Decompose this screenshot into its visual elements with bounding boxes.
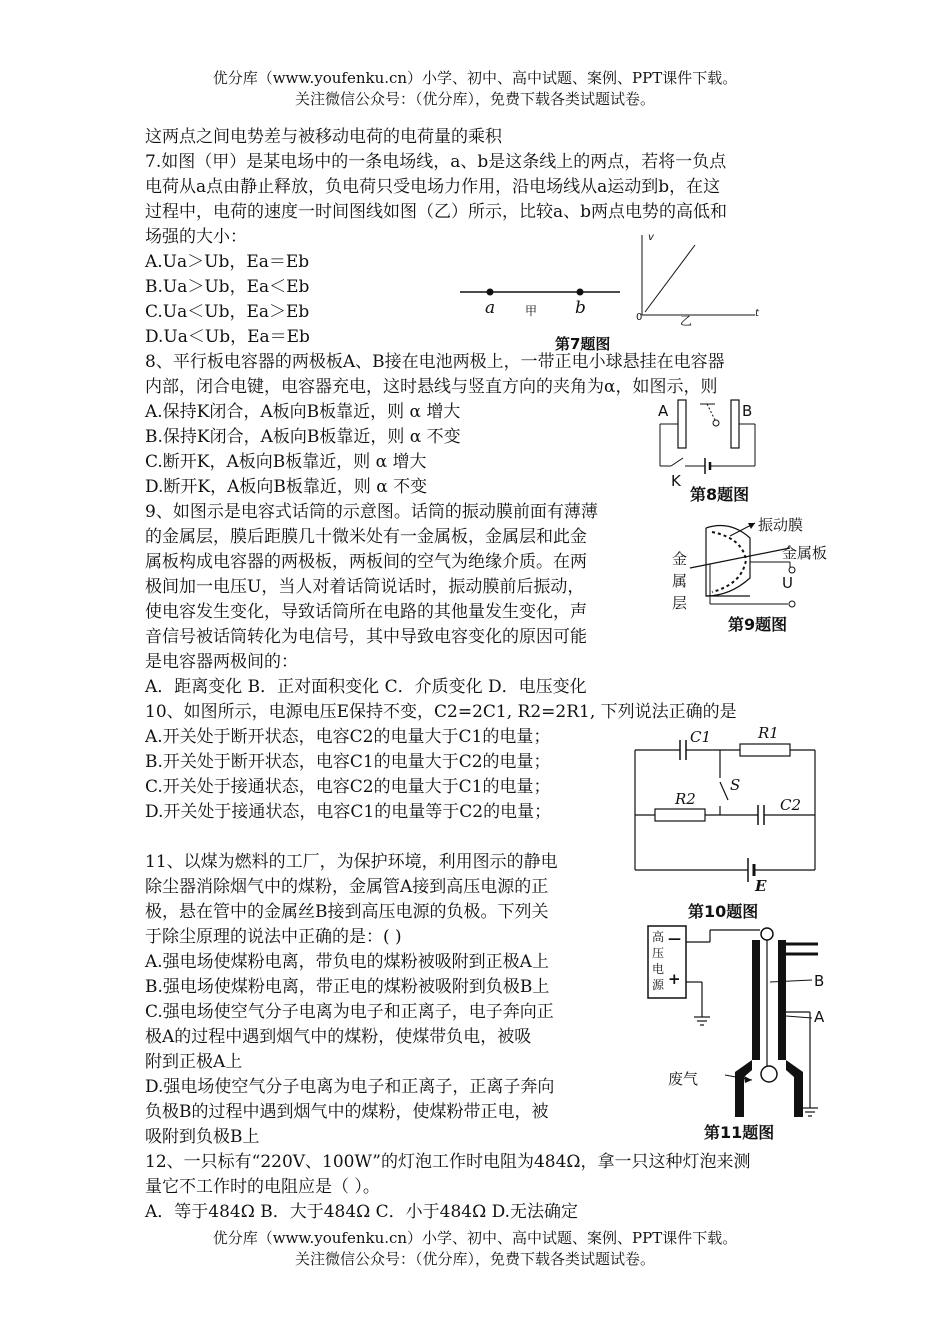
option-line: B.保持K闭合，A板向B板靠近，则 α 不变: [145, 427, 461, 447]
fig7-label-t: t: [755, 308, 759, 319]
fig11-label-src-1: 高: [652, 930, 665, 944]
text-line: 场强的大小：: [145, 227, 247, 247]
fig7-label-b: b: [575, 298, 586, 318]
fig9-label-layer-3: 层: [672, 594, 688, 612]
figure-10-caption: 第10题图: [688, 902, 759, 921]
fig8-label-a: A: [658, 402, 669, 420]
question-7-line: 7.如图（甲）是某电场中的一条电场线，a、b是这条线上的两点，若将一负点: [145, 152, 727, 172]
option-line: A.强电场使煤粉电离，带负电的煤粉被吸附到正极A上: [145, 952, 549, 972]
text-line: 的金属层，膜后距膜几十微米处有一金属板，金属层和此金: [145, 527, 587, 547]
option-line: A.开关处于断开状态，电容C2的电量大于C1的电量；: [145, 727, 551, 747]
fig7-label-a: a: [485, 298, 496, 318]
fig9-label-u: U: [782, 574, 793, 592]
option-line: A.Ua＞Ub，Ea＝Eb: [145, 252, 310, 272]
text-line: 附到正极A上: [145, 1052, 243, 1072]
option-line: D.断开K，A板向B板靠近，则 α 不变: [145, 477, 428, 497]
text-line: 电荷从a点由静止释放，负电荷只受电场力作用，沿电场线从a运动到b，在这: [145, 177, 721, 197]
option-line: B.开关处于断开状态，电容C1的电量大于C2的电量；: [145, 752, 551, 772]
option-line: B.强电场使煤粉电离，带正电的煤粉被吸附到负极B上: [145, 977, 550, 997]
text-line: 吸附到负极B上: [145, 1127, 260, 1147]
option-line: A.保持K闭合，A板向B板靠近，则 α 增大: [145, 402, 461, 422]
fig7-label-jia: 甲: [525, 304, 538, 318]
fig8-label-k: K: [671, 472, 681, 490]
text-line: 极间加一电压U，当人对着话筒说话时，振动膜前后振动，: [145, 577, 585, 597]
option-line: C.强电场使空气分子电离为电子和正离子，电子奔向正: [145, 1002, 554, 1022]
fig9-label-membrane: 振动膜: [758, 516, 804, 534]
fig11-label-plus: +: [668, 970, 681, 988]
option-line: C.断开K，A板向B板靠近，则 α 增大: [145, 452, 427, 472]
text-line: 是电容器两极间的：: [145, 652, 298, 672]
footer-line-2: 关注微信公众号：（优分库），免费下载各类试题试卷。: [294, 1250, 655, 1268]
fig10-label-s: S: [730, 776, 741, 794]
figure-7-caption: 第7题图: [555, 335, 611, 353]
fig10-label-r1: R1: [758, 724, 779, 742]
option-line: A．等于484Ω B．大于484Ω C．小于484Ω D.无法确定: [145, 1202, 579, 1222]
option-line: C.Ua＜Ub，Ea＞Eb: [145, 302, 310, 322]
header-line-2: 关注微信公众号：（优分库），免费下载各类试题试卷。: [294, 90, 655, 108]
text-line: 量它不工作时的电阻应是（ ）。: [145, 1177, 380, 1197]
fig10-label-c2: C2: [780, 796, 802, 814]
text-line: 音信号被话筒转化为电信号，其中导致电容变化的原因可能: [145, 627, 587, 647]
fig10-label-e: E: [755, 877, 767, 895]
option-line: B.Ua＞Ub，Ea＜Eb: [145, 277, 310, 297]
fig11-label-src-4: 源: [652, 978, 665, 992]
figure-8-caption: 第8题图: [690, 485, 750, 504]
fig11-label-minus: —: [668, 932, 681, 947]
text-line: 极A的过程中遇到烟气中的煤粉，使煤带负电，被吸: [145, 1027, 532, 1047]
question-11-line: 11、以煤为燃料的工厂，为保护环境，利用图示的静电: [145, 852, 558, 872]
fig9-label-layer-2: 属: [672, 572, 688, 590]
fig11-label-b: B: [814, 972, 825, 990]
fig8-label-b: B: [742, 402, 753, 420]
option-line: A．距离变化 B．正对面积变化 C．介质变化 D．电压变化: [145, 677, 587, 697]
text-line: 负极B的过程中遇到烟气中的煤粉，使煤粉带正电，被: [145, 1102, 549, 1122]
option-line: D.强电场使空气分子电离为电子和正离子，正离子奔向: [145, 1077, 555, 1097]
option-line: C.开关处于接通状态，电容C2的电量大于C1的电量；: [145, 777, 551, 797]
option-line: D.开关处于接通状态，电容C1的电量等于C2的电量；: [145, 802, 552, 822]
figure-9-caption: 第9题图: [728, 615, 788, 634]
footer-line-1: 优分库（www.youfenku.cn）小学、初中、高中试题、案例、PPT课件下载。: [212, 1229, 738, 1247]
figure-11-caption: 第11题图: [704, 1123, 775, 1142]
question-10-line: 10、如图所示，电源电压E保持不变，C2=2C1, R2=2R1, 下列说法正确的是: [145, 702, 737, 722]
fig9-label-layer-1: 金: [672, 550, 688, 568]
fig11-label-gas: 废气: [668, 1070, 699, 1088]
question-8-line: 8、平行板电容器的两极板A、B接在电池两极上，一带正电小球悬挂在电容器: [145, 352, 725, 372]
question-12-line: 12、一只标有“220V、100W”的灯泡工作时电阻为484Ω，拿一只这种灯泡来测: [145, 1152, 751, 1172]
text-line: 过程中，电荷的速度一时间图线如图（乙）所示，比较a、b两点电势的高低和: [145, 202, 728, 222]
fig11-label-a: A: [814, 1008, 825, 1026]
fig10-label-c1: C1: [690, 728, 712, 746]
fig7-label-yi: 乙: [680, 314, 693, 328]
figure-11-diagram: [640, 922, 830, 1122]
text-line: 使电容发生变化，导致话筒所在电路的其他量发生变化，声: [145, 602, 587, 622]
fig11-label-src-3: 电: [652, 962, 665, 976]
fig11-label-src-2: 压: [652, 946, 665, 960]
text-line: 这两点之间电势差与被移动电荷的电荷量的乘积: [145, 127, 502, 147]
fig7-label-v: v: [648, 232, 654, 243]
question-9-line: 9、如图示是电容式话筒的示意图。话筒的振动膜前面有薄薄: [145, 502, 598, 522]
text-line: 内部，闭合电键，电容器充电，这时悬线与竖直方向的夹角为α，如图示，则: [145, 377, 718, 397]
fig10-label-r2: R2: [675, 790, 696, 808]
text-line: 于除尘原理的说法中正确的是：( ): [145, 927, 402, 947]
header-line-1: 优分库（www.youfenku.cn）小学、初中、高中试题、案例、PPT课件下载。: [212, 69, 738, 87]
figure-7-diagram: [455, 230, 775, 330]
option-line: D.Ua＜Ub，Ea＝Eb: [145, 327, 310, 347]
text-line: 极，悬在管中的金属丝B接到高压电源的负极。下列关: [145, 902, 549, 922]
text-line: 属板构成电容器的两极板，两板间的空气为绝缘介质。在两: [145, 552, 587, 572]
text-line: 除尘器消除烟气中的煤粉，金属管A接到高压电源的正: [145, 877, 549, 897]
fig9-label-plate: 金属板: [782, 544, 828, 562]
fig7-label-o: 0: [636, 312, 643, 323]
